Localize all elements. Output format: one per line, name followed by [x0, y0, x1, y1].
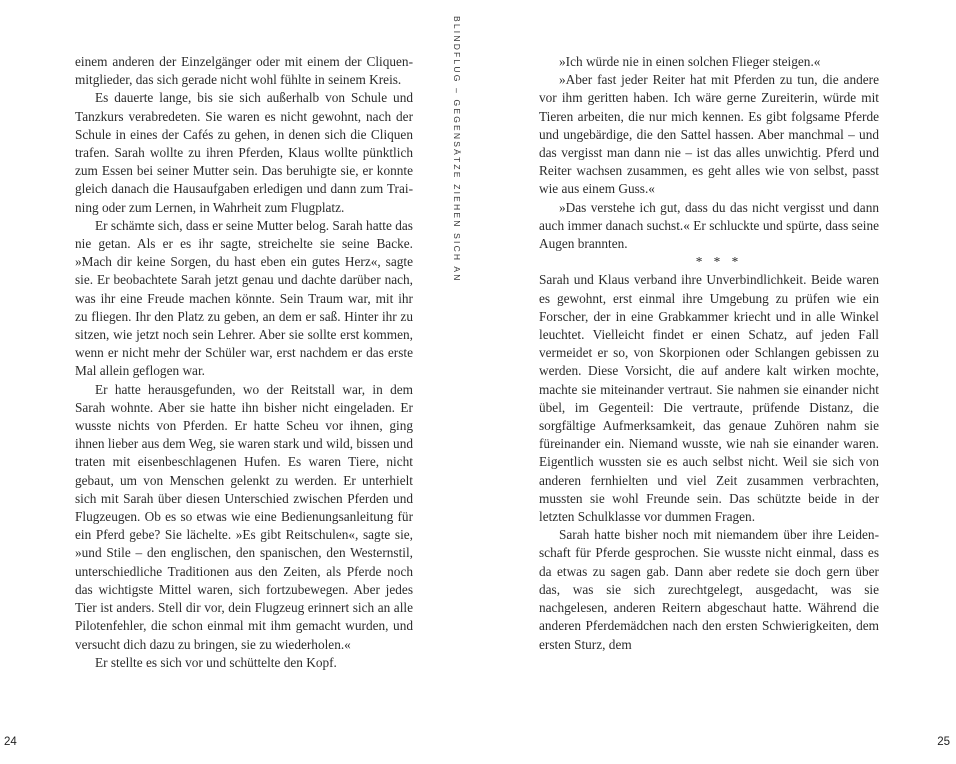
right-paragraph-5: Sarah hatte bisher noch mit niemandem über ihre Leidenschaft für Pferde gesprochen. Sie wusste nicht einmal, dass es da etwas zu sagen gab. Dann aber redete sie doch gern über das, was sie sich zurechtgelegt, ausgedacht, was sie nachgelesen, anderen Reitern abgeschaut hatte. Während die anderen Pferdemädchen nach den ersten Schwierigkeiten, dem ersten Sturz, dem — [539, 527, 879, 652]
running-head: BLINDFLUG – GEGENSÄTZE ZIEHEN SICH AN — [452, 16, 462, 283]
right-page-text — [539, 53, 879, 654]
left-paragraph-1: einem anderen der Einzelgänger oder mit einem der Cliquenmitglieder, das sich gerade nicht wohl fühlte in seinem Kreis. — [75, 54, 413, 88]
left-page-number: 24 — [4, 736, 17, 748]
left-page-text — [75, 53, 413, 672]
right-paragraph-1: »Ich würde nie in einen solchen Flieger steigen.« — [559, 54, 821, 69]
right-paragraph-2: »Aber fast jeder Reiter hat mit Pferden zu tun, die andere vor ihm geritten haben. Ich wäre gerne Zureiterin, würde mit Tieren arbeiten, die nur mich kennen. Es gibt folgsame Pferde und ungebärdige, die den Sattel hassen. Aber manchmal – und das vergisst man dann nie – ist das alles unwichtig. Pferd und Reiter wachsen zusammen, es geht alles wie von selbst, passt wie aus einem Guss.« — [539, 72, 879, 197]
left-paragraph-4: Er hatte herausgefunden, wo der Reitstall war, in dem Sarah wohnte. Aber sie hatte ihn bisher nicht eingeladen. Er wusste nichts von Pferden. Er hatte Scheu vor ihnen, ging ihnen lieber aus dem Weg, sie waren stark und wild, bissen und traten mit eisenbeschlagenen Hufen. Es waren Tiere, nicht gebaut, um von Menschen gelenkt zu werden. Er unterhielt sich mit Sarah über diesen Unterschied zwischen Pferden und Flugzeugen. Ob es so etwas wie eine Bedienungsanleitung für ein Pferd gebe? Sie lächelte. »Es gibt Reitschulen«, sagte sie, »und Stile – den englischen, den spanischen, den Westernstil, unterschiedliche Traditionen aus den Zeiten, als Pferde noch das wichtigste Mittel waren, sich fortzubewegen. Aber jedes Tier ist anders. Stell dir vor, dein Flugzeug erinnert sich an alle Pilotenfehler, die schon einmal mit ihm gemacht wurden, und versucht dich dazu zu bringen, sie zu wiederholen.« — [75, 381, 413, 652]
right-paragraph-3: »Das verstehe ich gut, dass du das nicht vergisst und dann auch immer danach suchst.« Er schluckte und spürte, dass seine Augen brannten. — [539, 199, 879, 252]
left-paragraph-5: Er stellte es sich vor und schüttelte den Kopf. — [95, 654, 337, 670]
section-break: * * * — [695, 254, 743, 270]
right-page — [478, 0, 956, 764]
left-paragraph-3: Er schämte sich, dass er seine Mutter belog. Sarah hatte das nie getan. Als er es ihr sagte, streichelte sie seine Backe. »Mach dir keine Sorgen, du hast eben ein gutes Herz«, sagte sie. Er beobachtete Sarah jetzt genau und dachte darüber nach, was ihr eine Freude machen könnte. Sein Traum war, mit ihr zu fliegen. Ihr den Platz zu geben, an dem er saß. Hinter ihr zu sitzen, wie jetzt noch sein Lehrer. Aber sie sollte erst kommen, wenn er nicht mehr der Schüler war, erst nachdem er das erste Mal allein geflogen war. — [75, 217, 413, 379]
left-paragraph-2: Es dauerte lange, bis sie sich außerhalb von Schule und Tanzkurs verabredeten. Sie waren es nicht gewohnt, nach der Schule in eines der Cafés zu gehen, in denen sich die Cliquen trafen. Sarah wollte zu ihren Pferden, Klaus wollte pünktlich zum Essen bei seiner Mutter sein. Das beruhigte sie, er konnte gleich danach die Hausaufgaben erledigen und dann zum Training oder zum Lernen, in Wahrheit zum Flugplatz. — [75, 90, 413, 215]
right-paragraph-4: Sarah und Klaus verband ihre Unverbindlichkeit. Beide waren es gewohnt, erst einmal ihre Umgebung zu prüfen wie ein Forscher, der in eine Grabkammer kriecht und in alle Winkel leuchtet. Vielleicht findet er einen Schatz, auf jeden Fall vermeidet er so, von Skorpionen oder Schlangen gebissen zu werden. Diese Vorsicht, die auf andere kalt wirken mochte, machte sie miteinander vertraut. Sie nahmen sie einander nicht übel, im Gegenteil: Die vertraute, prüfende Distanz, die sorgfältige Aufmerksamkeit, das genaue Zuhören nahm sie füreinander ein. Niemand wusste, wie nah sie einander waren. Eigentlich wussten sie es auch selbst nicht. Weil sie sich von anderen fernhielten und viel Zeit zusammen verbrachten, mussten sie wohl Freunde sein. Das schützte beide in der letzten Schulklasse vor dummen Fragen. — [539, 272, 879, 525]
right-page-number: 25 — [937, 736, 950, 748]
